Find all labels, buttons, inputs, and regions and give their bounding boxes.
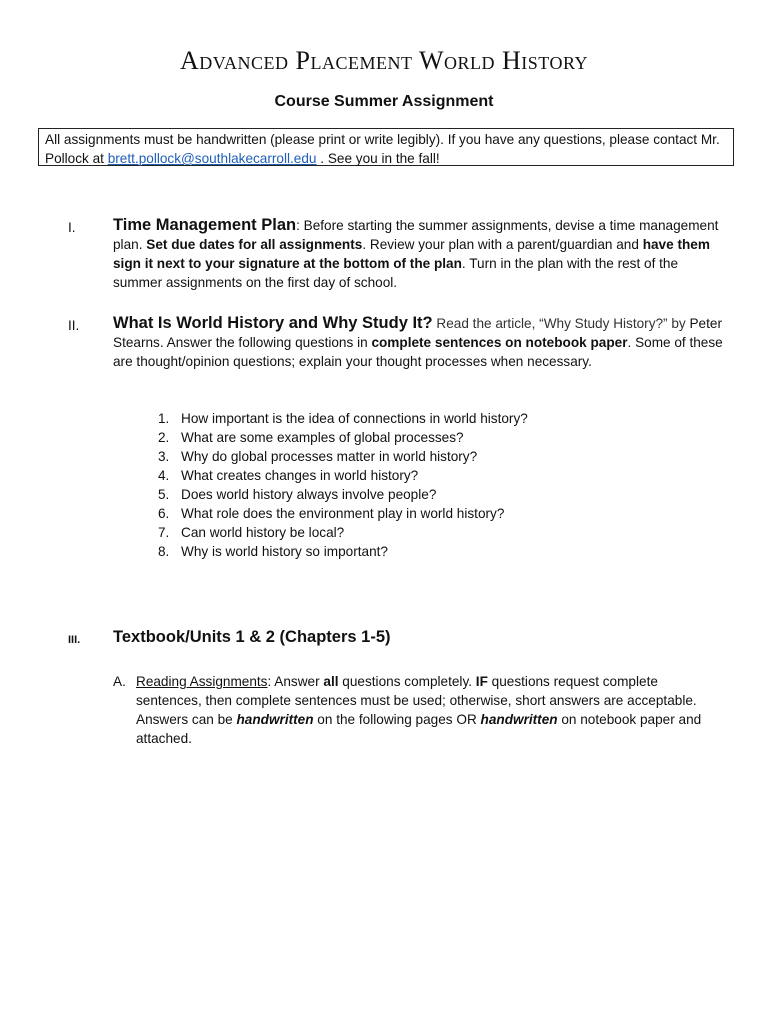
section-bold-text: have them sign it next to your signature at the bottom of the plan (113, 237, 710, 271)
document-subtitle: Course Summer Assignment (274, 93, 494, 110)
question-text: What are some examples of global processes? (181, 430, 464, 445)
instructions-notice-box (38, 128, 734, 166)
list-item (158, 485, 678, 504)
heading-colon: : (296, 218, 300, 233)
list-item (158, 428, 678, 447)
subsection-label: Reading Assignments (136, 674, 268, 689)
question-text: Why is world history so important? (181, 544, 388, 559)
subsection-emphasis-text: handwritten (236, 712, 314, 727)
section-text: Before starting the summer assignments, devise a time management plan. (113, 218, 719, 252)
subsection-bold-text: all (323, 674, 339, 689)
questions-list (158, 409, 678, 561)
subsection-body (136, 672, 723, 748)
question-text: What creates changes in world history? (181, 468, 419, 483)
section-lead-text: Read the article, “Why Study History?” by (432, 316, 686, 331)
list-number: 6. (158, 506, 170, 521)
teacher-email-link[interactable]: brett.pollock@southlakecarroll.edu (107, 151, 317, 166)
list-item (158, 447, 678, 466)
section-numeral-3: III. (68, 634, 81, 646)
section-bold-text: Set due dates for all assignments (146, 237, 363, 252)
section-numeral-2: II. (68, 318, 80, 333)
subsection-text: on the following pages OR (313, 712, 481, 727)
question-text: Why do global processes matter in world history? (181, 449, 478, 464)
subsection-text: questions completely. (338, 674, 476, 689)
notice-closing: . See you in the fall! (316, 151, 440, 166)
subsection-text: on notebook paper and attached. (136, 712, 702, 746)
subsection-reading-assignments (113, 672, 723, 748)
section-heading-time-management: Time Management Plan (113, 216, 297, 234)
subsection-letter: A. (113, 674, 126, 689)
section-heading-textbook: Textbook/Units 1 & 2 (Chapters 1-5) (113, 628, 391, 646)
list-item (158, 523, 678, 542)
section-textbook (113, 628, 723, 647)
document-title: Advanced Placement World History (180, 46, 588, 75)
list-item (158, 409, 678, 428)
section-time-management (113, 216, 723, 292)
list-number: 7. (158, 525, 170, 540)
section-text: . Turn in the plan with the rest of the summer assignments on the first day of school. (113, 256, 679, 290)
section-bold-text: complete sentences on notebook paper (371, 335, 628, 350)
list-number: 8. (158, 544, 170, 559)
section-world-history (113, 314, 723, 371)
section-heading-world-history: What Is World History and Why Study It? (113, 314, 433, 332)
list-number: 1. (158, 411, 170, 426)
notice-text: All assignments must be handwritten (please print or write legibly). If you have any questions, please contact Mr. Pollock at (45, 132, 720, 166)
question-text: Does world history always involve people? (181, 487, 437, 502)
list-number: 5. (158, 487, 170, 502)
subsection-text: : Answer (267, 674, 324, 689)
question-text: Can world history be local? (181, 525, 345, 540)
subsection-emphasis-text: handwritten (480, 712, 558, 727)
list-number: 4. (158, 468, 170, 483)
question-text: How important is the idea of connections in world history? (181, 411, 528, 426)
question-text: What role does the environment play in world history? (181, 506, 505, 521)
list-number: 2. (158, 430, 170, 445)
subsection-bold-text: IF (475, 674, 488, 689)
list-item (158, 542, 678, 561)
section-text: . Review your plan with a parent/guardian and (362, 237, 643, 252)
subsection-text: questions request complete sentences, then complete sentences must be used; otherwise, short answers are acceptable. Answers can be (136, 674, 697, 727)
list-item (158, 466, 678, 485)
section-numeral-1: I. (68, 220, 76, 235)
section-text: Peter Stearns. Answer the following questions in (113, 316, 722, 350)
list-number: 3. (158, 449, 170, 464)
section-text: . Some of these are thought/opinion questions; explain your thought processes when necessary. (113, 335, 723, 369)
list-item (158, 504, 678, 523)
